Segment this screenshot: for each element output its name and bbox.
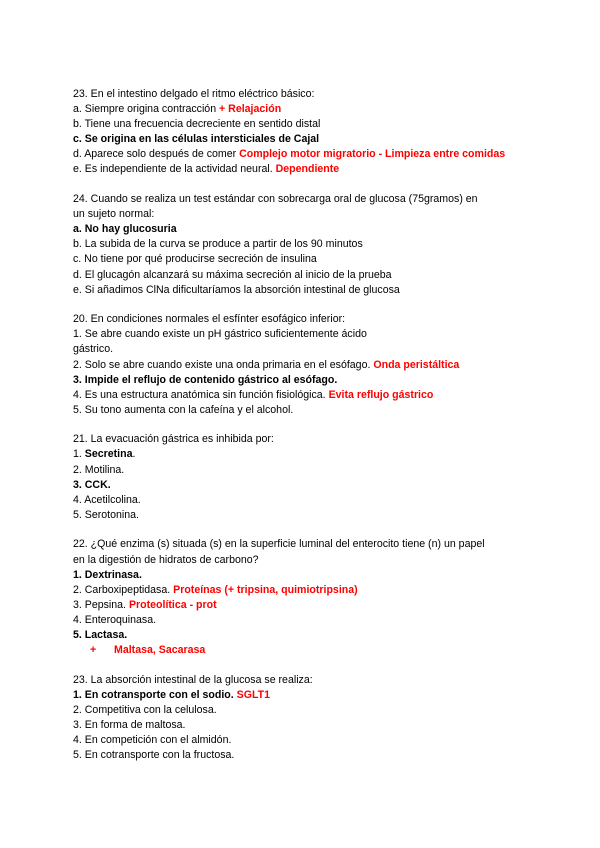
q21-option-1-end: . xyxy=(132,448,136,461)
q21-option-4: 4. Acetilcolina. xyxy=(73,493,141,506)
bullet-plus-icon: + xyxy=(90,644,97,657)
q20-option-1-line1: 1. Se abre cuando existe un pH gástrico suficientemente ácido xyxy=(73,328,367,341)
q23b-option-3: 3. En forma de maltosa. xyxy=(73,718,186,731)
q20-option-2-text: 2. Solo se abre cuando existe una onda primaria en el esófago. xyxy=(73,358,374,371)
q23b-option-1-text: 1. En cotransporte con el sodio. xyxy=(73,688,237,701)
q22-title-line2: en la digestión de hidratos de carbono? xyxy=(73,553,259,566)
q21-title: 21. La evacuación gástrica es inhibida por: xyxy=(73,433,274,446)
q22-option-3-note: Proteolítica - prot xyxy=(128,598,217,611)
q22-option-3 xyxy=(73,598,573,613)
spacer xyxy=(73,178,573,193)
q21-option-2: 2. Motilina. xyxy=(73,463,125,476)
document-page xyxy=(73,87,573,763)
q23a-option-e-note: Dependiente xyxy=(275,163,340,176)
q22-bullet-note xyxy=(73,643,573,658)
q23a-option-c: c. Se origina en las células intersticiales de Cajal xyxy=(73,133,320,146)
q23b-option-1-note: SGLT1 xyxy=(236,688,271,701)
q21-option-1-bold: Secretina xyxy=(84,448,133,461)
q23a-option-a-note: + Relajación xyxy=(219,103,282,116)
q21-option-5: 5. Serotonina. xyxy=(73,508,139,521)
q23b-title: 23. La absorción intestinal de la glucosa se realiza: xyxy=(73,673,313,686)
q21-option-1 xyxy=(73,447,573,462)
q24-option-e: e. Si añadimos ClNa dificultaríamos la absorción intestinal de glucosa xyxy=(73,283,400,296)
q23a-title: 23. En el intestino delgado el ritmo eléctrico básico: xyxy=(73,88,315,100)
q24-title-line2: un sujeto normal: xyxy=(73,208,155,221)
q24-option-c: c. No tiene por qué producirse secreción de insulina xyxy=(73,253,317,266)
q24-option-a: a. No hay glucosuria xyxy=(73,223,177,236)
q23a-option-a xyxy=(73,102,573,117)
q23b-option-5: 5. En cotransporte con la fructosa. xyxy=(73,749,235,762)
q23a-option-d xyxy=(73,147,573,162)
spacer xyxy=(73,658,573,673)
q23a-option-d-text: d. Aparece solo después de comer xyxy=(73,148,240,161)
q20-title: 20. En condiciones normales el esfínter esofágico inferior: xyxy=(73,313,346,326)
q23a-option-a-text: a. Siempre origina contracción xyxy=(73,103,220,116)
q20-option-2 xyxy=(73,358,573,373)
q20-option-2-note: Onda peristáltica xyxy=(373,358,460,371)
q22-option-2-text: 2. Carboxipeptidasa. xyxy=(73,583,174,596)
q22-option-1: 1. Dextrinasa. xyxy=(73,568,142,581)
q21-option-3: 3. CCK. xyxy=(73,478,111,491)
spacer xyxy=(73,418,573,433)
q24-title-line1: 24. Cuando se realiza un test estándar con sobrecarga oral de glucosa (75gramos) en xyxy=(73,193,478,206)
q24-option-d: d. El glucagón alcanzará su máxima secreción al inicio de la prueba xyxy=(73,268,392,281)
q23a-option-d-note: Complejo motor migratorio - Limpieza entre comidas xyxy=(239,148,506,161)
q23b-option-1 xyxy=(73,688,573,703)
q20-option-4 xyxy=(73,388,573,403)
q20-option-4-note: Evita reflujo gástrico xyxy=(328,388,434,401)
q22-title-line1: 22. ¿Qué enzima (s) situada (s) en la superficie luminal del enterocito tiene (n) un papel xyxy=(73,538,485,551)
q24-option-b: b. La subida de la curva se produce a partir de los 90 minutos xyxy=(73,238,363,251)
q20-option-5: 5. Su tono aumenta con la cafeína y el alcohol. xyxy=(73,403,294,416)
q23a-option-e xyxy=(73,162,573,177)
q22-bullet-note-text: Maltasa, Sacarasa xyxy=(114,644,206,657)
q23b-option-4: 4. En competición con el almidón. xyxy=(73,734,232,747)
q22-option-2 xyxy=(73,583,573,598)
q23a-option-b: b. Tiene una frecuencia decreciente en sentido distal xyxy=(73,118,321,131)
spacer xyxy=(73,298,573,313)
q20-option-1-line2: gástrico. xyxy=(73,343,114,356)
q23a-option-e-text: e. Es independiente de la actividad neural. xyxy=(73,163,276,176)
spacer xyxy=(73,523,573,538)
q21-option-1-num: 1. xyxy=(73,448,85,461)
q22-option-2-note: Proteínas (+ tripsina, quimiotripsina) xyxy=(173,583,358,596)
q20-option-3: 3. Impide el reflujo de contenido gástrico al esófago. xyxy=(73,373,338,386)
q22-option-3-text: 3. Pepsina. xyxy=(73,598,129,611)
q20-option-4-text: 4. Es una estructura anatómica sin función fisiológica. xyxy=(73,388,329,401)
q22-option-5: 5. Lactasa. xyxy=(73,629,128,641)
q22-option-4: 4. Enteroquinasa. xyxy=(73,613,157,626)
q23b-option-2: 2. Competitiva con la celulosa. xyxy=(73,703,217,716)
